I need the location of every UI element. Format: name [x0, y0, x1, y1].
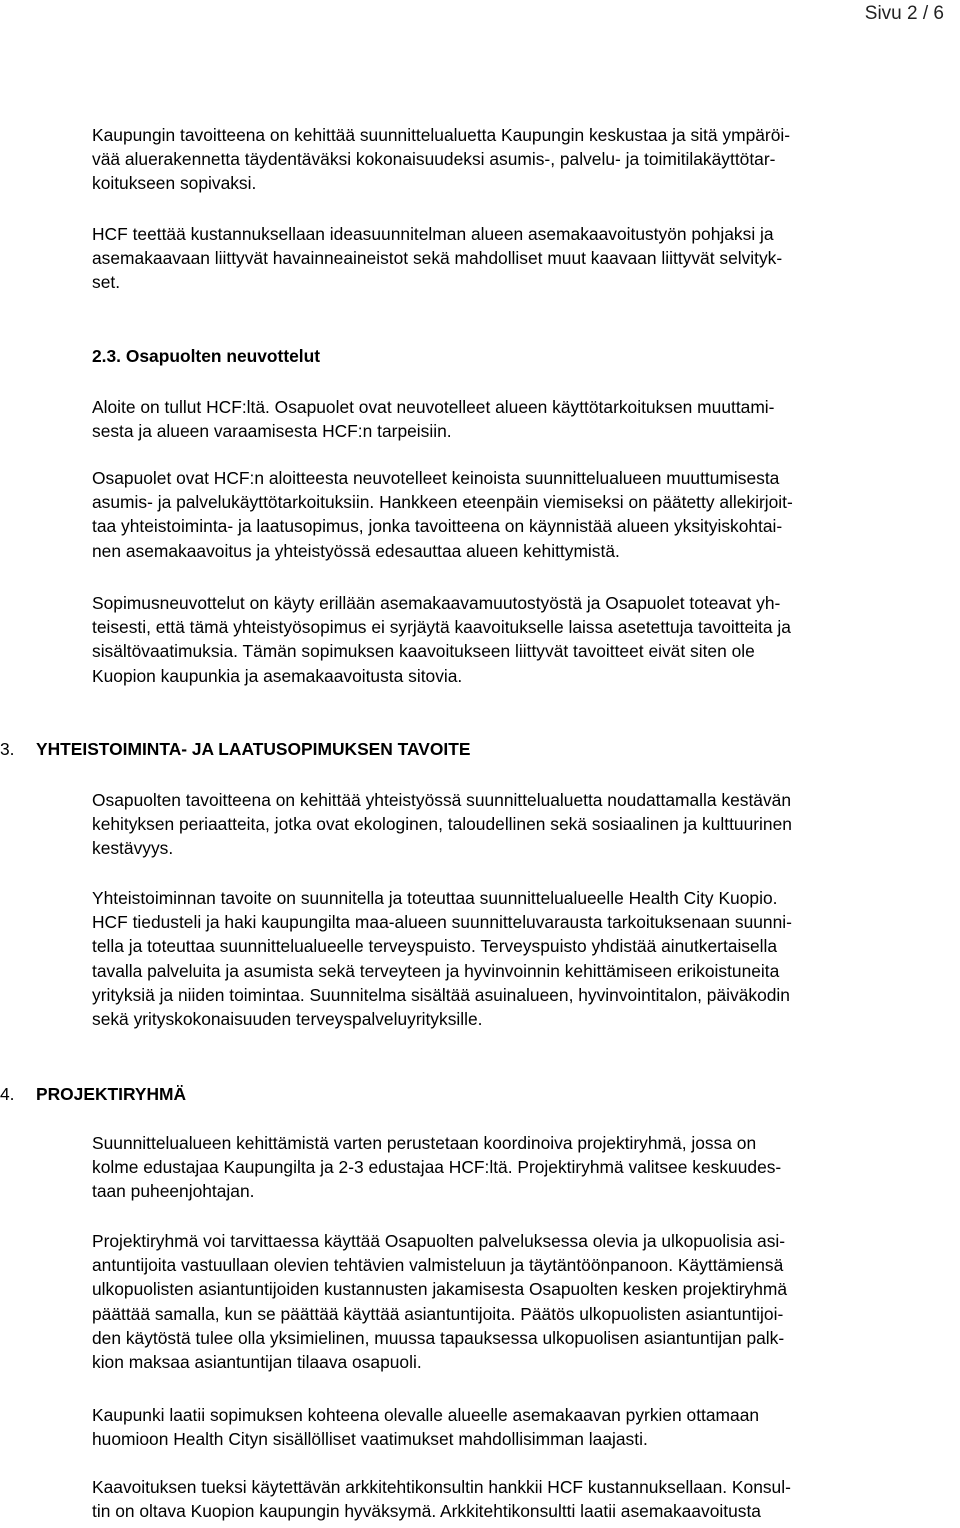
text-line: kion maksaa asiantuntijan tilaava osapuoli. [92, 1352, 422, 1373]
section-number: 4. [0, 1084, 15, 1104]
text-line: HCF tiedusteli ja haki kaupungilta maa-alueen suunnitteluvarausta tarkoituksenaan suunni- [92, 912, 792, 933]
section-title: YHTEISTOIMINTA- JA LAATUSOPIMUKSEN TAVOITE [36, 739, 471, 759]
text-line: Kaavoituksen tueksi käytettävän arkkitehtikonsultin hankkii HCF kustannuksellaan. Konsul- [92, 1477, 791, 1497]
text-line: den käytöstä tulee olla yksimielinen, muussa tapauksessa ulkopuolisen asiantuntijan palk- [92, 1327, 785, 1348]
paragraph [92, 886, 954, 1031]
text-line: vää aluerakennetta täydentäväksi kokonaisuudeksi asumis-, palvelu- ja toimitilakäyttötar- [92, 149, 776, 170]
text-line: ulkopuolisten asiantuntijoiden kustannusten jakamisesta Osapuolten kesken projektiryhmä [92, 1279, 788, 1300]
section-number: 3. [0, 739, 15, 759]
text-line: tella ja toteuttaa suunnittelualueelle terveyspuisto. Terveyspuisto yhdistää ainutkertaisella [92, 936, 778, 957]
text-line: Kaupunki laatii sopimuksen kohteena olevalle alueelle asemakaavan pyrkien ottamaan [92, 1405, 760, 1425]
text-line: Osapuolet ovat HCF:n aloitteesta neuvotelleet keinoista suunnittelualueen muuttumisesta [92, 468, 780, 488]
section-title: PROJEKTIRYHMÄ [36, 1084, 187, 1104]
text-line: taan puheenjohtajan. [92, 1181, 255, 1202]
text-line: Osapuolten tavoitteena on kehittää yhteistyössä suunnittelualuetta noudattamalla kestävän [92, 790, 791, 810]
text-line: sekä yrityskokonaisuuden terveyspalveluyrityksille. [92, 1009, 483, 1030]
text-line: Yhteistoiminnan tavoite on suunnitella ja toteuttaa suunnittelualueelle Health City Kuopio. [92, 888, 778, 908]
paragraph [92, 1229, 954, 1374]
paragraph [92, 395, 954, 443]
text-line: asemakaavaan liittyvät havainneaineistot sekä mahdolliset muut kaavaan liittyvät selvityk- [92, 248, 783, 269]
text-line: Aloite on tullut HCF:ltä. Osapuolet ovat neuvotelleet alueen käyttötarkoituksen muuttami- [92, 397, 775, 417]
text-line: huomioon Health Cityn sisällölliset vaatimukset mahdollisimman laajasti. [92, 1429, 648, 1450]
text-line: koitukseen sopivaksi. [92, 173, 257, 194]
paragraph [92, 1475, 954, 1523]
section-heading-4 [0, 1082, 186, 1106]
text-line: kestävyys. [92, 838, 174, 859]
text-line: HCF teettää kustannuksellaan ideasuunnitelman alueen asemakaavoitustyön pohjaksi ja [92, 224, 774, 244]
paragraph [92, 222, 954, 295]
text-line: sisältövaatimuksia. Tämän sopimuksen kaavoitukseen liittyvät tavoitteet eivät siten ole [92, 641, 755, 662]
section-heading-3 [0, 737, 470, 761]
text-line: kehityksen periaatteita, jotka ovat ekologinen, taloudellinen sekä sosiaalinen ja kulttuurinen [92, 814, 792, 835]
text-line: tavalla palveluita ja asumista sekä terveyteen ja hyvinvoinnin kehittämiseen erikoistuneita [92, 960, 780, 981]
paragraph [92, 466, 954, 563]
text-line: antuntijoita vastuullaan olevien tehtävien valmisteluun ja täytäntöönpanoon. Käyttämiensä [92, 1255, 784, 1276]
text-line: Kaupungin tavoitteena on kehittää suunnittelualuetta Kaupungin keskustaa ja sitä ympäröi- [92, 125, 791, 145]
text-line: yrityksiä ja niiden toimintaa. Suunnitelma sisältää asuinalueen, hyvinvointitalon, päiväkodin [92, 984, 790, 1005]
paragraph [92, 1131, 954, 1204]
paragraph [92, 123, 954, 196]
text-line: tin on oltava Kuopion kaupungin hyväksymä. Arkkitehtikonsultti laatii asemakaavoitusta [92, 1501, 761, 1522]
paragraph [92, 591, 954, 688]
paragraph [92, 1403, 954, 1451]
text-line: nen asemakaavoitus ja yhteistyössä edesauttaa alueen kehittymistä. [92, 540, 620, 561]
text-line: Projektiryhmä voi tarvittaessa käyttää Osapuolten palveluksessa olevia ja ulkopuolisia asi- [92, 1231, 786, 1251]
page-number: Sivu 2 / 6 [864, 3, 944, 24]
text-line: kolme edustajaa Kaupungilta ja 2-3 edustajaa HCF:ltä. Projektiryhmä valitsee keskuudes- [92, 1157, 782, 1178]
text-line: Suunnittelualueen kehittämistä varten perustetaan koordinoiva projektiryhmä, jossa on [92, 1133, 757, 1153]
text-line: päättää samalla, kun se päättää käyttää asiantuntijoita. Päätös ulkopuolisten asiantuntijoi- [92, 1303, 784, 1324]
text-line: Kuopion kaupunkia ja asemakaavoitusta sitovia. [92, 665, 463, 686]
paragraph [92, 788, 954, 861]
text-line: teisesti, että tämä yhteistyösopimus ei syrjäytä kaavoitukselle laissa asetettuja tavoitteita ja [92, 617, 791, 638]
text-line: set. [92, 272, 121, 293]
text-line: sesta ja alueen varaamisesta HCF:n tarpeisiin. [92, 421, 452, 442]
text-line: taa yhteistoiminta- ja laatusopimus, jonka tavoitteena on käynnistää alueen yksityiskohtai- [92, 516, 783, 537]
text-line: asumis- ja palvelukäyttötarkoituksiin. Hankkeen eteenpäin viemiseksi on päätetty allekirjoit- [92, 492, 793, 513]
section-heading-2-3: 2.3. Osapuolten neuvottelut [92, 346, 321, 366]
text-line: Sopimusneuvottelut on käyty erillään asemakaavamuutostyöstä ja Osapuolet toteavat yh- [92, 593, 781, 613]
